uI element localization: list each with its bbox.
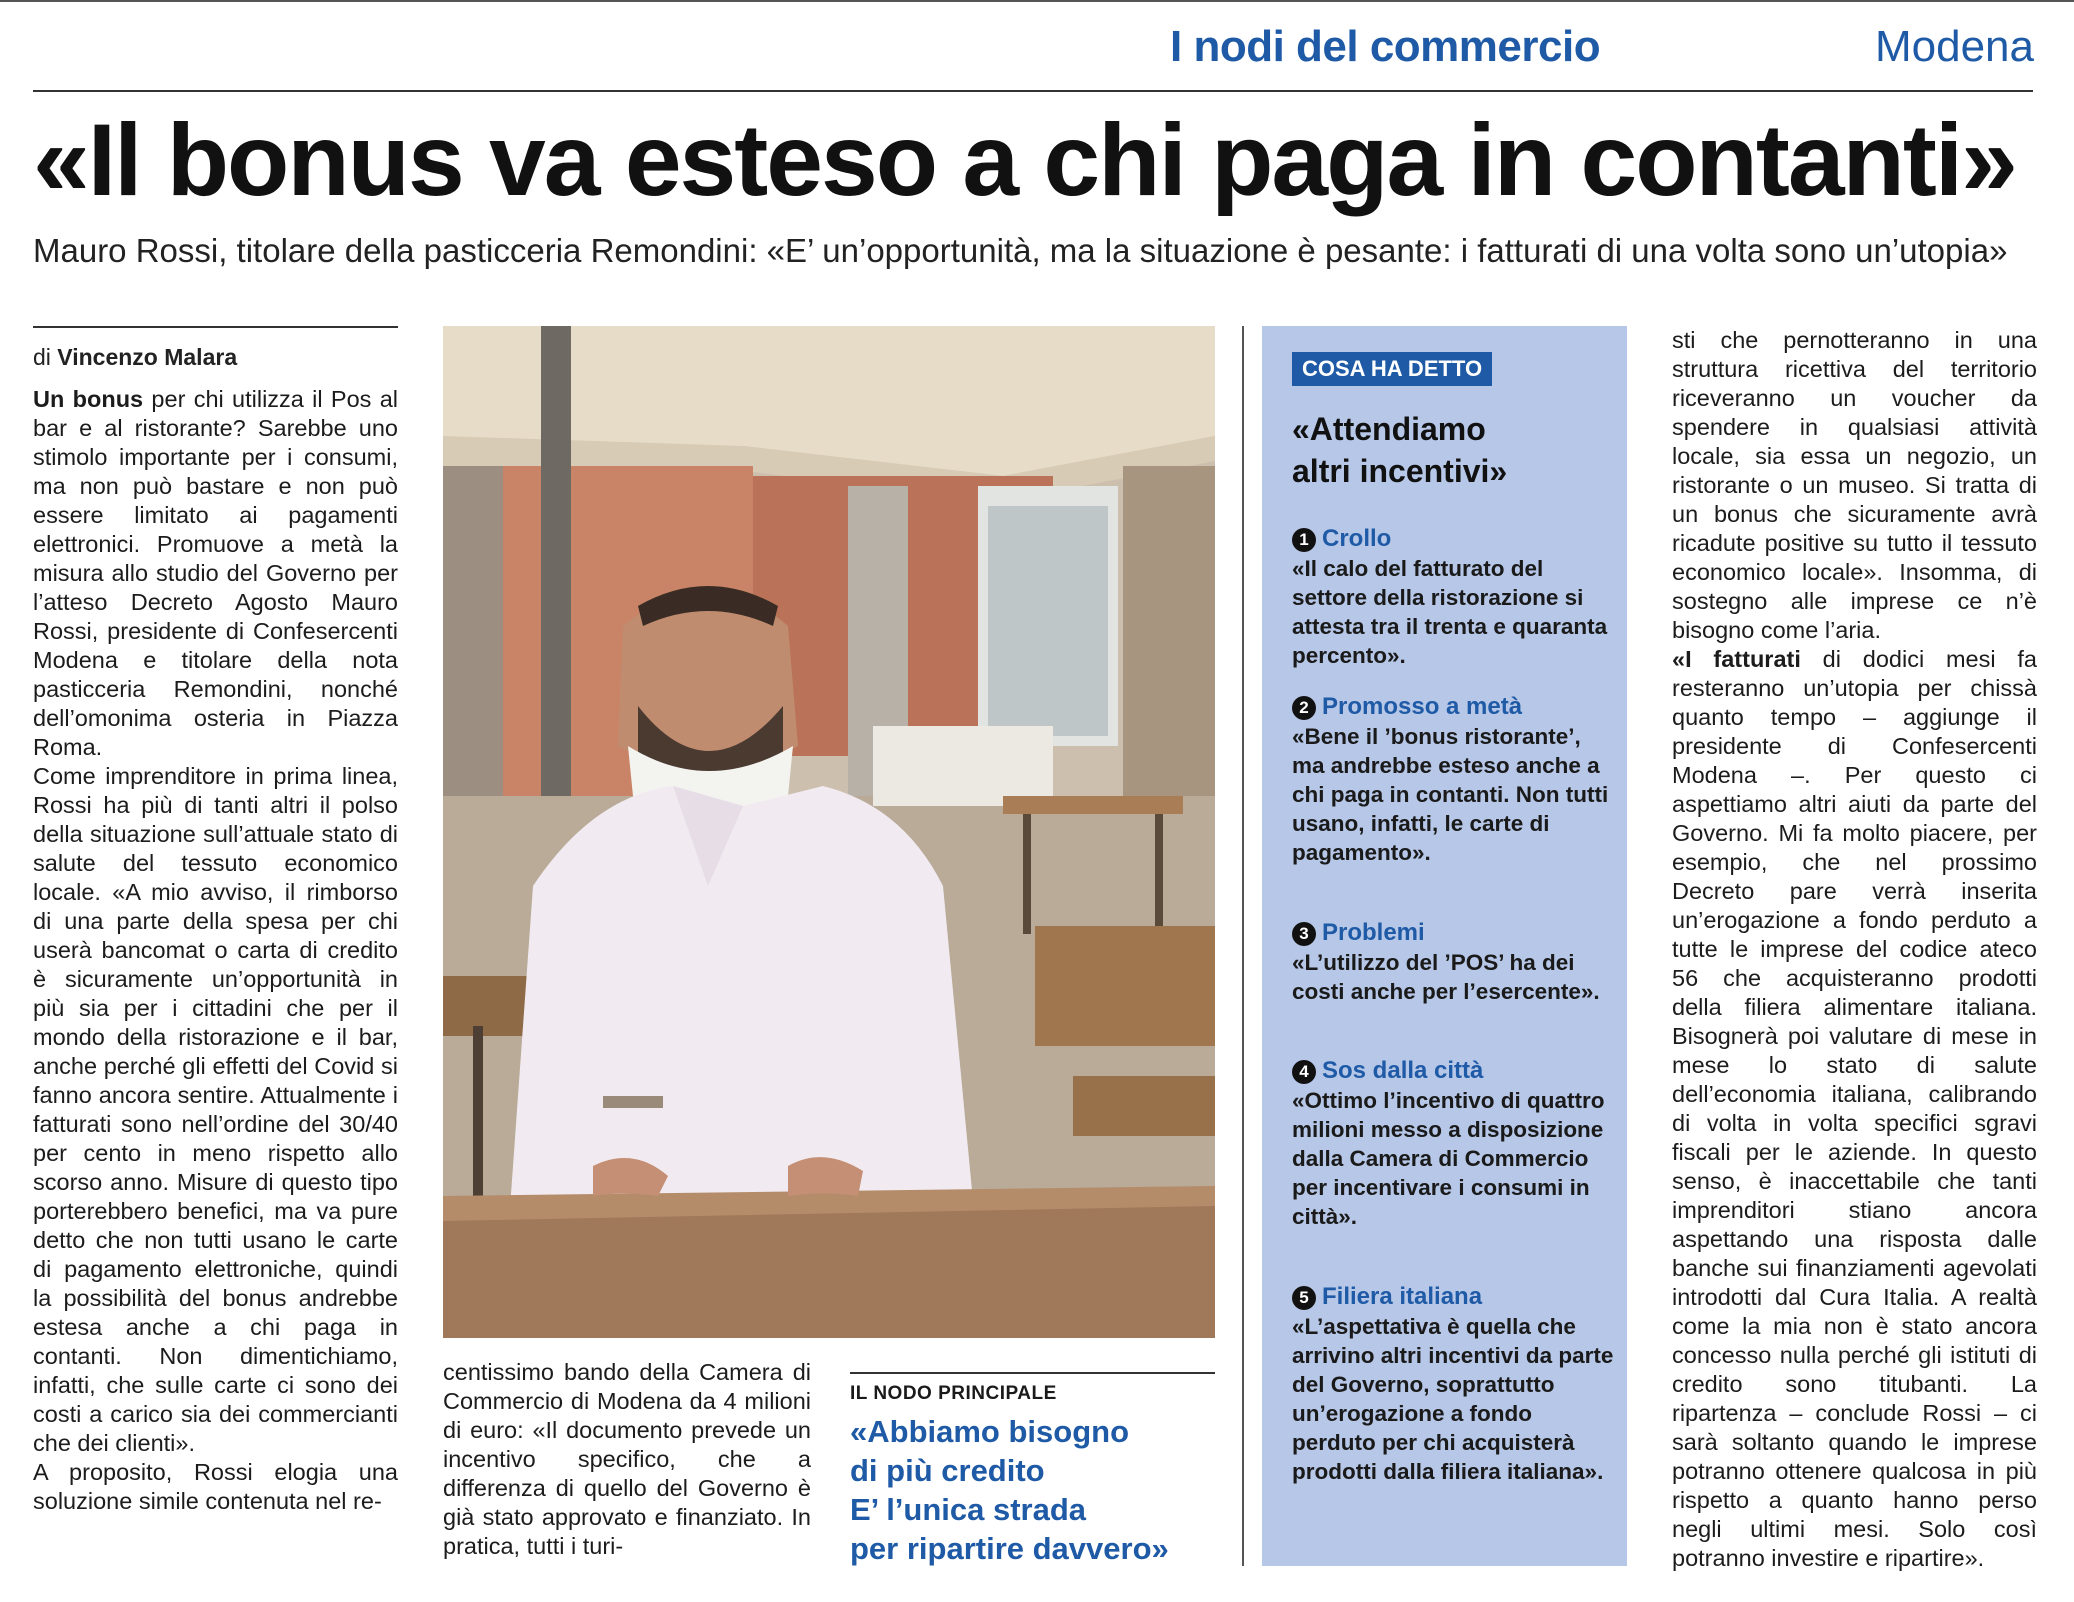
item-heading xyxy=(1292,918,1617,948)
item-heading xyxy=(1292,1056,1617,1086)
item-heading-text: Problemi xyxy=(1322,919,1425,946)
sidebar-item xyxy=(1292,918,1617,1006)
item-heading xyxy=(1292,692,1617,722)
item-heading-text: Filiera italiana xyxy=(1322,1283,1483,1310)
byline-prefix: di xyxy=(33,344,51,370)
byline xyxy=(33,344,237,371)
article-photo xyxy=(443,326,1215,1338)
paragraph-text: di dodici mesi fa resteranno un’utopia per chissà quanto tempo – aggiunge il presidente di Confesercenti Modena –. Per questo ci aspettiamo altri aiuti da parte del Governo. Mi fa molto piacere, per esempio, che nel prossimo Decreto pare verrà inserita un’erogazione a fondo perduto a tutte le imprese del codice ateco 56 che acquisteranno prodotti della filiera alimentare italiana. Bisognerà poi valutare di mese in mese lo stato di salute dell’economia italiana, calibrando di volta in volta specifici sgravi fiscali per le aziende. In questo senso, è inaccettabile che tanti imprenditori stiano ancora aspettando una risposta dalle banche sui finanziamenti agevolati introdotti dal Cura Italia. A realtà come la mia non è stato ancora concesso nulla perché gli istituti di credito sono titubanti. La ripartenza – conclude Rossi – ci sarà soltanto quando le imprese potranno ottenere qualcosa in più rispetto a quanto hanno perso negli ultimi mesi. Solo così potranno investire e ripartire». xyxy=(1672,646,2037,1571)
section-title: I nodi del commercio xyxy=(1170,22,1601,71)
item-text: «Bene il ’bonus ristorante’, ma andrebbe esteso anche a chi paga in contanti. Non tutti usano, infatti, le carte di pagamento». xyxy=(1292,724,1609,865)
subtitle: Mauro Rossi, titolare della pasticceria Remondini: «E’ un’opportunità, ma la situazione è pesante: i fatturati di una volta sono un’utopia» xyxy=(33,232,2008,269)
sidebar-item xyxy=(1292,1282,1617,1486)
node-quote-line: E’ l’unica strada xyxy=(850,1492,1087,1527)
article-column-2 xyxy=(443,1358,811,1561)
node-label: IL NODO PRINCIPALE xyxy=(850,1383,1057,1404)
paragraph: centissimo bando della Camera di Commercio di Modena da 4 milioni di euro: «Il documento prevede un incentivo specifico, che a differenza di quello del Governo è già stato approvato e finanziato. In pratica, tutti i turi- xyxy=(443,1359,811,1559)
number-badge: 3 xyxy=(1292,922,1316,946)
item-heading-text: Crollo xyxy=(1322,525,1392,552)
article-column-1 xyxy=(33,385,398,1516)
node-quote-line: per ripartire davvero» xyxy=(850,1531,1169,1566)
paragraph: Come imprenditore in prima linea, Rossi ha più di tanti altri il polso della situazione sull’attuale stato di salute del tessuto economico locale. «A mio avviso, il rimborso di una parte della spesa per chi userà bancomat o carta di credito è sicuramente un’opportunità in più sia per i cittadini che per il mondo della ristorazione e il bar, anche perché gli effetti del Covid si fanno ancora sentire. Attualmente i fatturati sono nell’ordine del 30/40 per cento in meno rispetto allo scorso anno. Misure di questo tipo porterebbero benefici, ma va pure detto che non tutti usano le carte di pagamento elettroniche, quindi la possibilità del bonus andrebbe estesa anche a chi paga in contanti. Non dimentichiamo, infatti, che sulle carte ci sono dei costi a carico sia dei commercianti che dei clienti». xyxy=(33,763,398,1456)
item-text: «L’utilizzo del ’POS’ ha dei costi anche per l’esercente». xyxy=(1292,950,1600,1004)
number-badge: 2 xyxy=(1292,696,1316,720)
number-badge: 1 xyxy=(1292,528,1316,552)
paragraph-text: per chi utilizza il Pos al bar e al ristorante? Sarebbe uno stimolo importante per i consumi, ma non può bastare e non può essere limitato ai pagamenti elettronici. Promuove a metà la misura allo studio del Governo per l’atteso Decreto Agosto Mauro Rossi, presidente di Confesercenti Modena e titolare della nota pasticceria Remondini, nonché dell’omonima osteria in Piazza Roma. xyxy=(33,386,398,760)
item-text: «Ottimo l’incentivo di quattro milioni messo a disposizione dalla Camera di Commercio per incentivare i consumi in città». xyxy=(1292,1088,1605,1229)
paragraph: A proposito, Rossi elogia una soluzione simile contenuta nel re- xyxy=(33,1459,398,1514)
paragraph: sti che pernotteranno in una struttura ricettiva del territorio riceveranno un voucher da spendere in qualsiasi attività locale, sia essa un negozio, un ristorante o un museo. Si tratta di un bonus che sicuramente avrà ricadute positive su tutto il tessuto economico locale». Insomma, di sostegno alle imprese ce n’è bisogno come l’aria. xyxy=(1672,327,2037,643)
sidebar-title xyxy=(1292,408,1612,492)
node-quote-line: «Abbiamo bisogno xyxy=(850,1414,1129,1449)
lead-in: Un bonus xyxy=(33,386,144,412)
node-quote xyxy=(850,1412,1220,1568)
top-rule xyxy=(0,0,2074,2)
sidebar-item xyxy=(1292,524,1617,670)
sidebar-tag: COSA HA DETTO xyxy=(1292,352,1492,386)
item-text: «Il calo del fatturato del settore della ristorazione si attesta tra il trenta e quaranta percento». xyxy=(1292,556,1608,668)
sidebar-title-line: «Attendiamo xyxy=(1292,411,1486,447)
column-divider xyxy=(1242,326,1244,1566)
item-heading-text: Promosso a metà xyxy=(1322,693,1523,720)
city-label: Modena xyxy=(1874,22,2034,71)
node-quote-line: di più credito xyxy=(850,1453,1045,1488)
lead-in: «I fatturati xyxy=(1672,646,1801,672)
item-heading xyxy=(1292,1282,1617,1312)
item-text: «L’aspettativa è quella che arrivino altri incentivi da parte del Governo, soprattutto un’erogazione a fondo perduto per chi acquisterà prodotti dalla filiera italiana». xyxy=(1292,1314,1614,1484)
node-rule xyxy=(850,1372,1215,1374)
item-heading-text: Sos dalla città xyxy=(1322,1057,1484,1084)
sidebar-title-line: altri incentivi» xyxy=(1292,453,1508,489)
sidebar-item xyxy=(1292,1056,1617,1231)
header-rule xyxy=(33,90,2033,92)
number-badge: 5 xyxy=(1292,1286,1316,1310)
article-column-4 xyxy=(1672,326,2037,1573)
sidebar-item xyxy=(1292,692,1617,867)
paragraph xyxy=(33,385,398,762)
item-heading xyxy=(1292,524,1617,554)
number-badge: 4 xyxy=(1292,1060,1316,1084)
byline-author: Vincenzo Malara xyxy=(57,344,238,370)
headline: «Il bonus va esteso a chi paga in contanti» xyxy=(33,103,2016,217)
byline-rule xyxy=(33,326,398,328)
paragraph xyxy=(1672,645,2037,1573)
